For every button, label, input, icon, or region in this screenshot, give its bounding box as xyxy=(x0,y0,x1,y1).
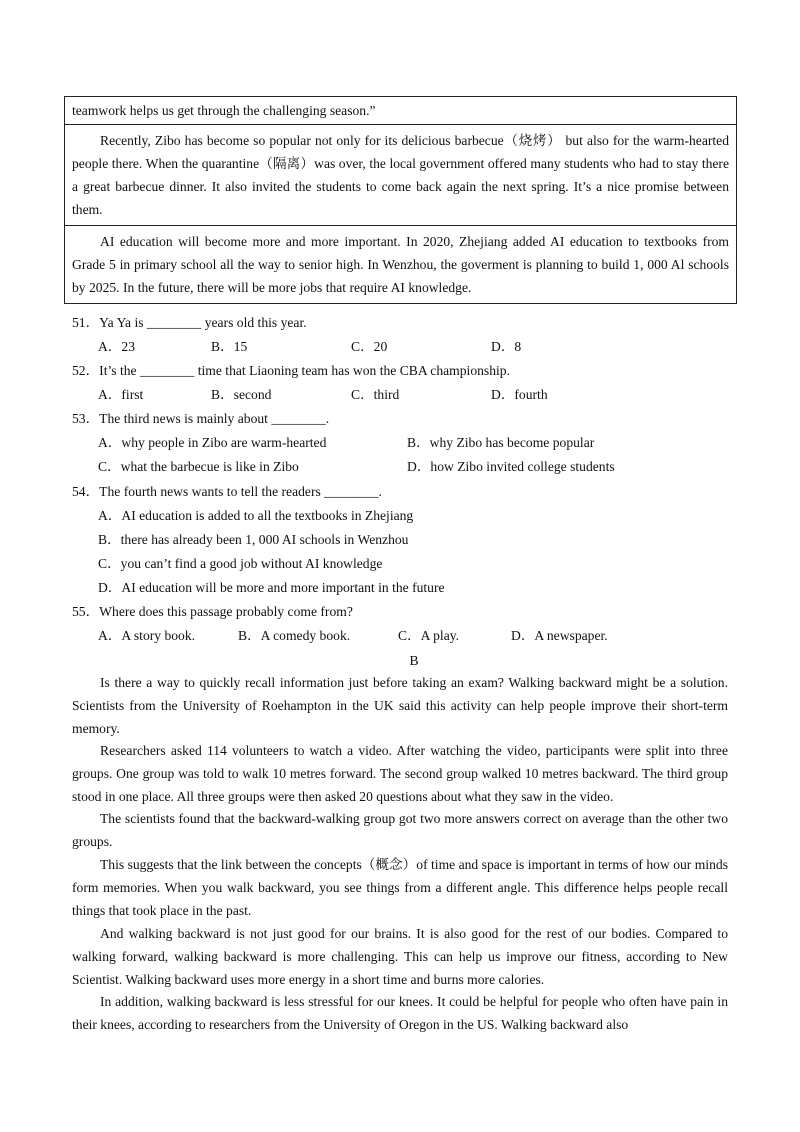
question-52: 52．It’s the ________ time that Liaoning team has won the CBA championship. xyxy=(72,363,510,378)
option-52-b[interactable]: B．second xyxy=(211,387,272,402)
news-row-continued: teamwork helps us get through the challenging season.” xyxy=(72,103,376,118)
option-52-a[interactable]: A．first xyxy=(98,387,144,402)
question-54: 54．The fourth news wants to tell the readers ________. xyxy=(72,484,382,499)
option-52-d[interactable]: D．fourth xyxy=(491,387,548,402)
option-51-c[interactable]: C．20 xyxy=(351,339,388,354)
news-row-ai-education: AI education will become more and more important. In 2020, Zhejiang added AI education to textbooks from Grade 5 in primary school all the way to senior high. In Wenzhou, the goverment is planning to build 1, 000 Al schools by 2025. In the future, there will be more jobs that require AI knowledge. xyxy=(65,225,736,303)
option-55-d[interactable]: D．A newspaper. xyxy=(511,628,608,643)
passage-paragraph-5: And walking backward is not just good for our brains. It is also good for the rest of our bodies. Compared to walking forward, walking backward is more challenging. This can help us improve our fitness, according to New Scientist. Walking backward uses more energy in a short time and burns more calories. xyxy=(72,926,728,987)
question-51: 51．Ya Ya is ________ years old this year. xyxy=(72,315,307,330)
option-53-b[interactable]: B．why Zibo has become popular xyxy=(407,435,595,450)
option-54-c[interactable]: C．you can’t find a good job without AI knowledge xyxy=(98,556,383,571)
question-53: 53．The third news is mainly about ________. xyxy=(72,411,330,426)
news-row-zibo: Recently, Zibo has become so popular not only for its delicious barbecue（烧烤） but also for the warm-hearted people there. When the quarantine（隔离）was over, the local government offered many students who had to stay there a great barbecue dinner. It also invited the students to come back again the next spring. It’s a nice promise between them. xyxy=(65,124,736,225)
option-55-a[interactable]: A．A story book. xyxy=(98,628,196,643)
option-54-a[interactable]: A．AI education is added to all the textbooks in Zhejiang xyxy=(98,508,414,523)
option-51-d[interactable]: D．8 xyxy=(491,339,522,354)
option-53-d[interactable]: D．how Zibo invited college students xyxy=(407,459,615,474)
news-table xyxy=(64,96,737,304)
option-53-a[interactable]: A．why people in Zibo are warm-hearted xyxy=(98,435,327,450)
passage-paragraph-1: Is there a way to quickly recall information just before taking an exam? Walking backward might be a solution. Scientists from the University of Roehampton in the UK said this activity can help people improve their short-term memory. xyxy=(72,675,728,736)
section-b-title: B xyxy=(409,653,419,668)
option-53-c[interactable]: C．what the barbecue is like in Zibo xyxy=(98,459,299,474)
passage-paragraph-2: Researchers asked 114 volunteers to watch a video. After watching the video, participants were split into three groups. One group was told to walk 10 metres forward. The second group walked 10 metres backward. The third group stood in one place. All three groups were then asked 20 questions about what they saw in the video. xyxy=(72,743,728,804)
option-55-c[interactable]: C．A play. xyxy=(398,628,460,643)
option-54-b[interactable]: B．there has already been 1, 000 AI schools in Wenzhou xyxy=(98,532,409,547)
passage-paragraph-3: The scientists found that the backward-walking group got two more answers correct on average than the other two groups. xyxy=(72,811,728,849)
option-54-d[interactable]: D．AI education will be more and more important in the future xyxy=(98,580,445,595)
option-52-c[interactable]: C．third xyxy=(351,387,400,402)
passage-paragraph-6: In addition, walking backward is less stressful for our knees. It could be helpful for people who often have pain in their knees, according to researchers from the University of Oregon in the US. Walking backward also xyxy=(72,994,728,1032)
option-55-b[interactable]: B．A comedy book. xyxy=(238,628,351,643)
option-51-b[interactable]: B．15 xyxy=(211,339,248,354)
question-55: 55．Where does this passage probably come from? xyxy=(72,604,353,619)
passage-paragraph-4: This suggests that the link between the concepts（概念）of time and space is important in terms of how our minds form memories. When you walk backward, you see things from a different angle. This difference helps people recall things that took place in the past. xyxy=(72,857,728,918)
option-51-a[interactable]: A．23 xyxy=(98,339,136,354)
